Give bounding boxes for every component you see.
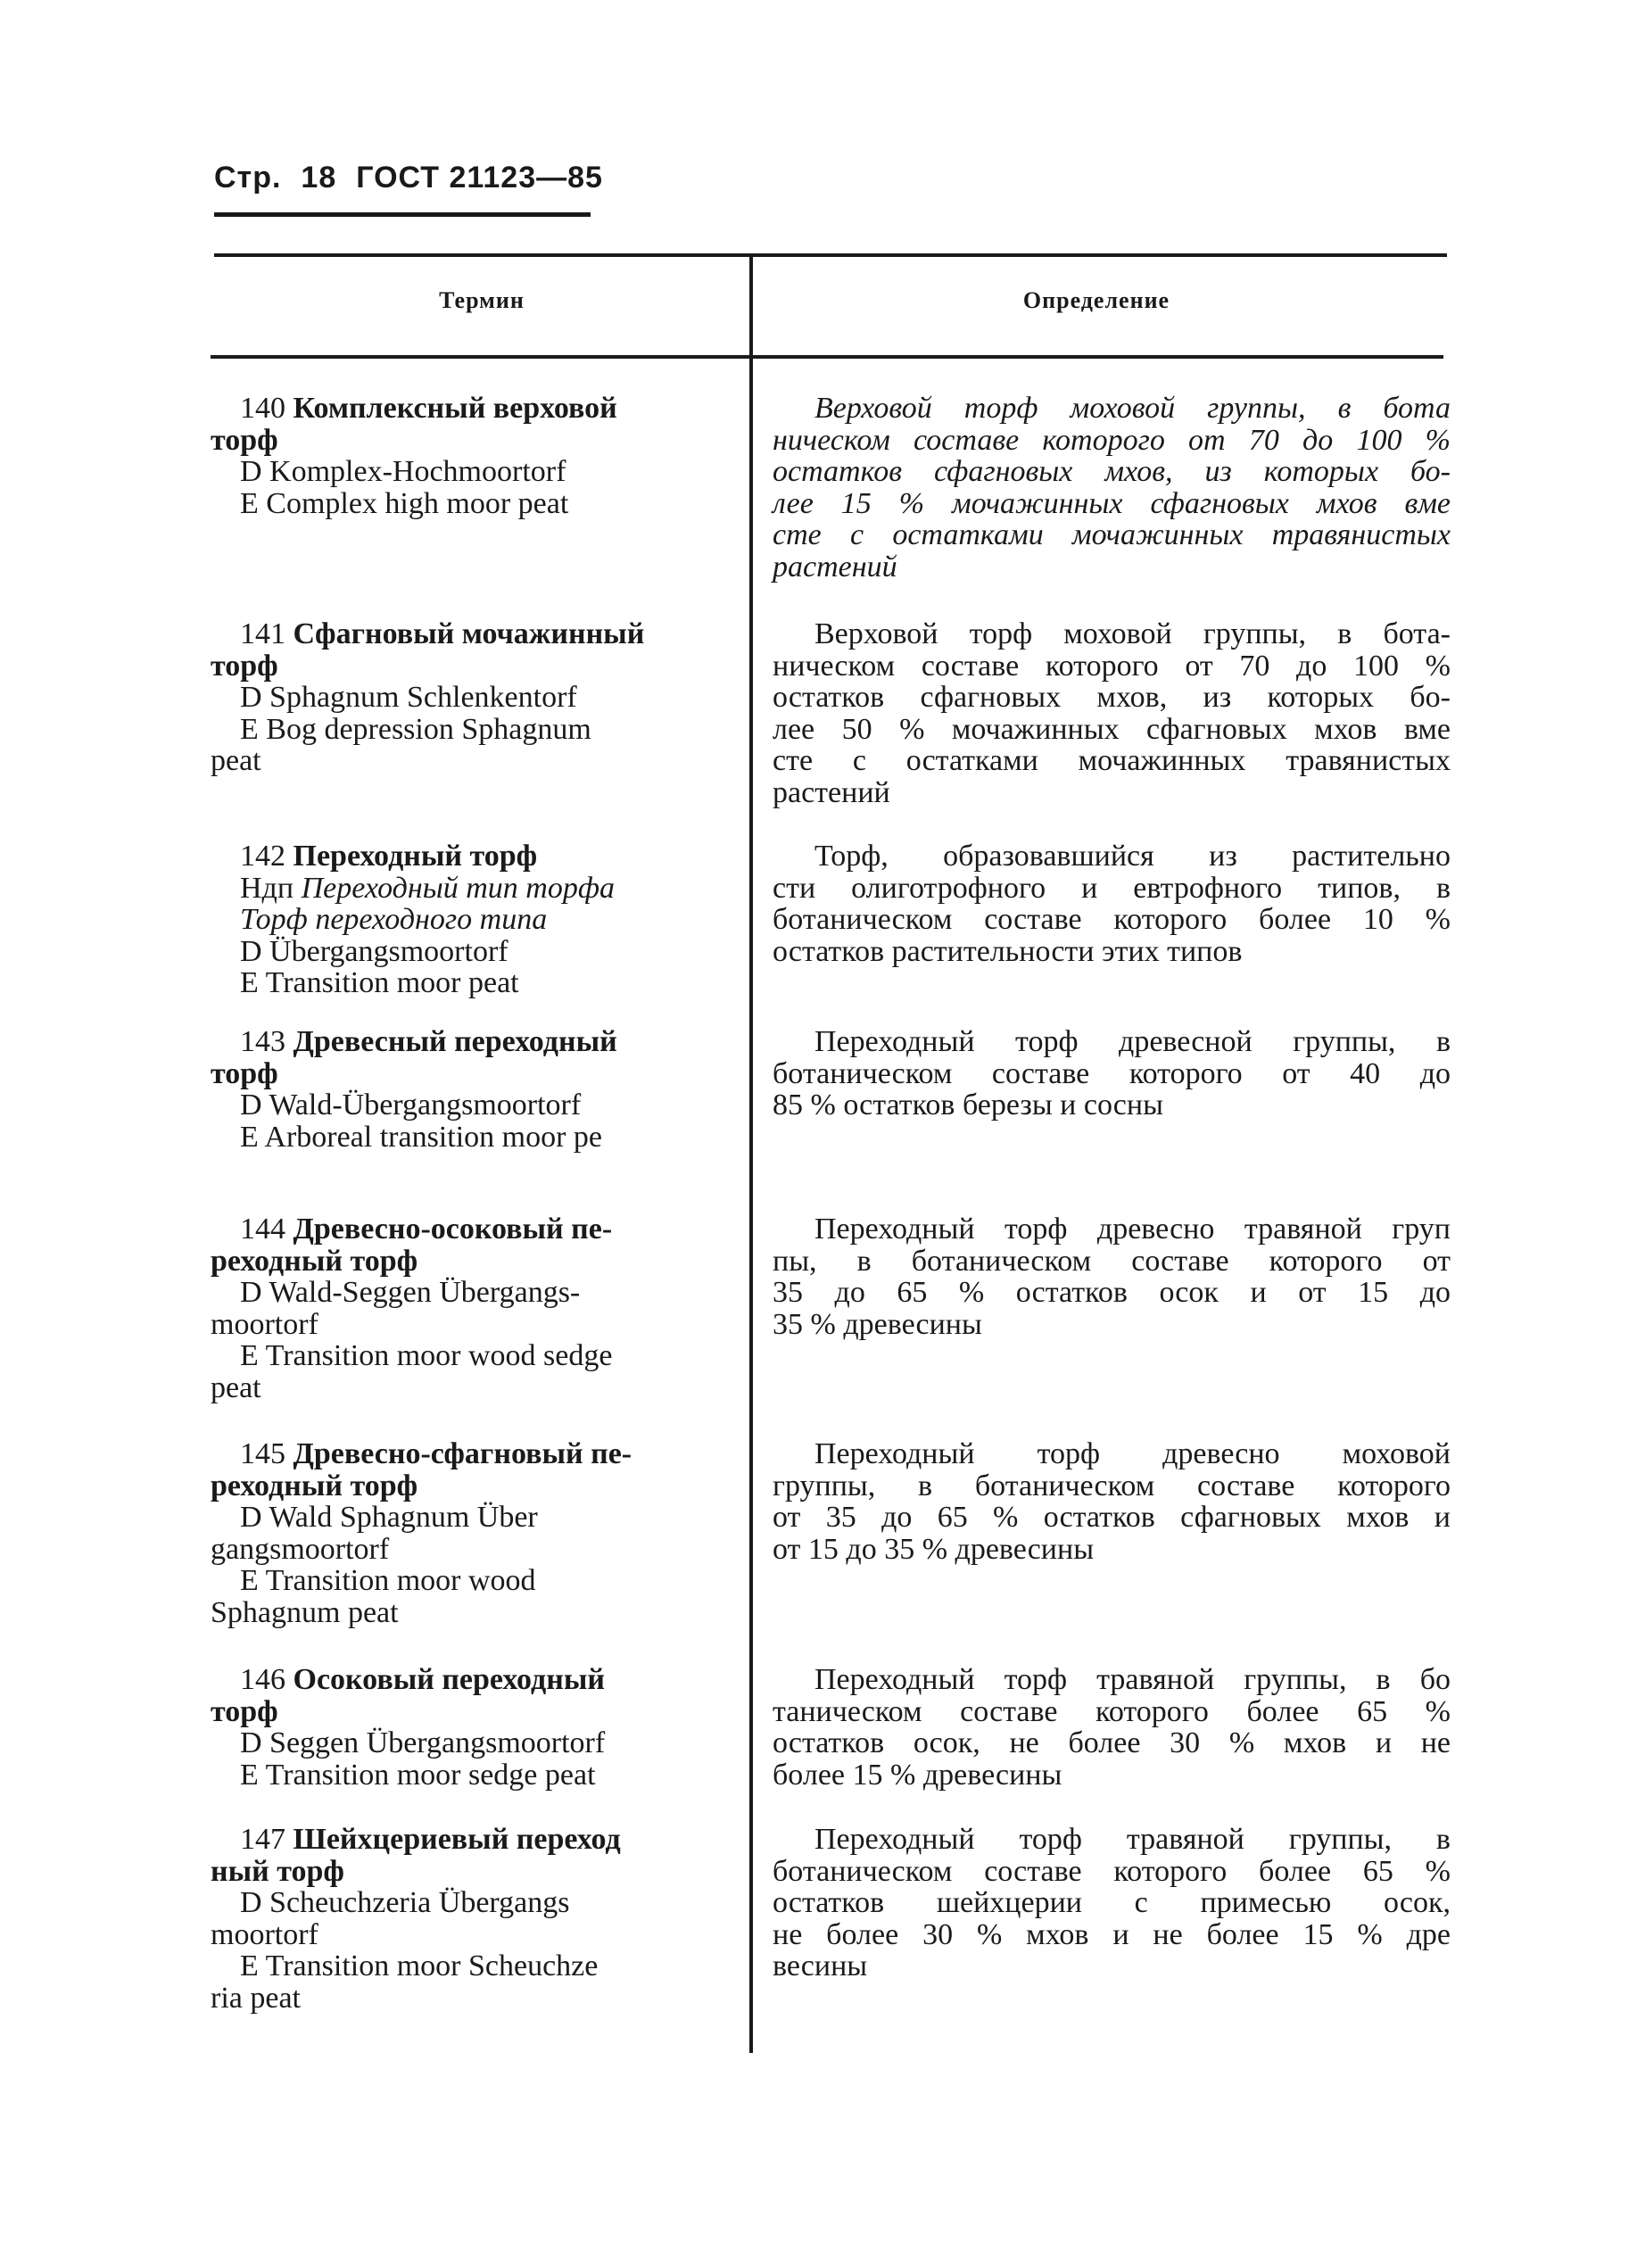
deprecated-marker: Ндп — [240, 871, 294, 905]
definition-line: более 15 % древесины — [773, 1758, 1062, 1792]
term-line — [211, 1534, 737, 1566]
page-label: Стр. — [214, 161, 282, 195]
table-header-rule — [211, 355, 1443, 359]
term-russian: торф — [211, 423, 278, 457]
term-russian: Осоковый переходный — [293, 1663, 605, 1696]
term-line — [211, 1824, 737, 1856]
term-line — [211, 488, 737, 520]
term-foreign-equivalent: ria peat — [211, 1981, 301, 2015]
term-foreign-equivalent: E Transition moor wood sedge — [240, 1339, 613, 1372]
deprecated-term: Переходный тип торфа — [301, 871, 615, 905]
term-russian: торф — [211, 1694, 278, 1728]
term-line — [211, 1502, 737, 1534]
term-russian: торф — [211, 1056, 278, 1090]
term-foreign-equivalent: D Scheuchzeria Übergangs — [240, 1886, 570, 1919]
term-line — [211, 1277, 737, 1309]
term-line — [211, 1664, 737, 1696]
term-number: 145 — [240, 1437, 285, 1470]
definition-line: 35 % древесины — [773, 1307, 982, 1341]
term-line — [211, 650, 737, 683]
definition-line: Верховой торф моховой группы, в бота — [814, 392, 1451, 425]
definition-entry — [773, 840, 1451, 967]
definition-line: Переходный торф древесной группы, в — [814, 1025, 1451, 1058]
term-russian: Комплексный верховой — [293, 392, 617, 425]
term-line — [211, 1309, 737, 1341]
column-header-definition: Определение — [1022, 287, 1170, 313]
term-entry — [211, 618, 737, 777]
term-foreign-equivalent: peat — [211, 1370, 261, 1404]
term-foreign-equivalent: D Übergangsmoortorf — [240, 934, 508, 968]
term-number: 146 — [240, 1663, 285, 1696]
term-foreign-equivalent: D Wald-Seggen Übergangs- — [240, 1276, 581, 1309]
definition-line: пы, в ботаническом составе которого от — [773, 1244, 1451, 1278]
term-line — [211, 1122, 737, 1154]
definition-line: от 35 до 65 % остатков сфагновых мхов и — [773, 1501, 1451, 1534]
standard-designation: ГОСТ 21123—85 — [356, 161, 603, 195]
term-foreign-equivalent: E Arboreal transition moor pe — [240, 1120, 603, 1154]
term-foreign-equivalent: D Komplex-Hochmoortorf — [240, 455, 566, 488]
term-russian: Шейхцериевый переход — [293, 1823, 621, 1856]
term-russian: реходный торф — [211, 1244, 418, 1278]
term-number: 140 — [240, 392, 285, 425]
term-line — [211, 1982, 737, 2015]
term-russian: Сфагновый мочажинный — [293, 617, 645, 650]
term-line — [211, 1026, 737, 1058]
definition-line: 85 % остатков березы и сосны — [773, 1088, 1163, 1122]
term-entry — [211, 1438, 737, 1628]
definition-line: группы, в ботаническом составе которого — [773, 1469, 1451, 1502]
term-russian: Переходный торф — [293, 840, 538, 873]
definition-line: Переходный торф древесно моховой — [814, 1437, 1451, 1470]
term-line — [211, 745, 737, 777]
term-foreign-equivalent: E Complex high moor peat — [240, 486, 569, 520]
term-entry — [211, 1664, 737, 1791]
definition-line: таническом составе которого более 65 % — [773, 1694, 1451, 1728]
term-entry — [211, 1026, 737, 1153]
term-foreign-equivalent: E Transition moor Scheuchze — [240, 1949, 599, 1982]
term-line — [211, 1246, 737, 1278]
definition-line: остатков шейхцерии с примесью осок, — [773, 1886, 1451, 1919]
term-line — [211, 1089, 737, 1122]
definition-line: остатков сфагновых мхов, из которых бо- — [773, 455, 1451, 488]
term-foreign-equivalent: D Wald Sphagnum Über — [240, 1501, 538, 1534]
definition-entry — [773, 1824, 1451, 1982]
definition-line: растений — [773, 775, 890, 809]
definition-line: растений — [773, 550, 897, 584]
term-entry — [211, 393, 737, 519]
definition-line: остатков осок, не более 30 % мхов и не — [773, 1726, 1451, 1759]
term-entry — [211, 1213, 737, 1403]
term-foreign-equivalent: moortorf — [211, 1917, 318, 1951]
column-header-term: Термин — [439, 287, 525, 313]
definition-line: ботаническом составе которого от 40 до — [773, 1056, 1451, 1090]
definition-line: Торф, образовавшийся из растительно — [814, 840, 1451, 873]
term-line — [211, 1759, 737, 1792]
term-russian: ный торф — [211, 1854, 344, 1888]
term-line — [211, 393, 737, 425]
definition-entry — [773, 1664, 1451, 1791]
definition-entry — [773, 1026, 1451, 1122]
term-russian: реходный торф — [211, 1469, 418, 1502]
page-header — [214, 161, 603, 195]
term-foreign-equivalent: E Transition moor sedge peat — [240, 1758, 596, 1792]
definition-entry — [773, 1438, 1451, 1565]
term-foreign-equivalent: moortorf — [211, 1307, 318, 1341]
definition-line: ботаническом составе которого более 10 % — [773, 903, 1451, 936]
term-number: 147 — [240, 1823, 285, 1856]
term-number: 141 — [240, 617, 285, 650]
definition-line: ническом составе которого от 70 до 100 % — [773, 649, 1451, 683]
term-line — [211, 1597, 737, 1629]
term-foreign-equivalent: E Transition moor wood — [240, 1564, 536, 1597]
table-top-rule — [214, 253, 1447, 257]
definition-line: остатков растительности этих типов — [773, 934, 1243, 968]
term-foreign-equivalent: E Bog depression Sphagnum — [240, 712, 591, 746]
term-line — [211, 1213, 737, 1246]
term-line — [211, 1372, 737, 1404]
definition-line: от 15 до 35 % древесины — [773, 1532, 1095, 1566]
term-line — [211, 1856, 737, 1888]
term-line — [211, 714, 737, 746]
term-line — [211, 425, 737, 457]
definition-line: Переходный торф травяной группы, в бо — [814, 1663, 1451, 1696]
definition-line: лее 50 % мочажинных сфагновых мхов вме — [773, 712, 1451, 746]
term-number: 143 — [240, 1025, 285, 1058]
term-line — [211, 840, 737, 873]
term-number: 144 — [240, 1213, 285, 1246]
definition-line: сте с остатками мочажинных травянистых — [773, 744, 1451, 777]
definition-entry — [773, 393, 1451, 583]
term-foreign-equivalent: D Seggen Übergangsmoortorf — [240, 1726, 606, 1759]
term-line — [211, 1470, 737, 1502]
definition-line: ническом составе которого от 70 до 100 % — [773, 423, 1451, 457]
definition-entry — [773, 618, 1451, 808]
deprecated-term: Торф переходного типа — [240, 903, 548, 936]
term-russian: торф — [211, 649, 278, 683]
term-entry — [211, 1824, 737, 2014]
definition-line: Переходный торф травяной группы, в — [814, 1823, 1451, 1856]
term-line — [211, 1887, 737, 1919]
definition-line: весины — [773, 1949, 868, 1982]
definition-line: Верховой торф моховой группы, в бота- — [814, 617, 1451, 650]
term-foreign-equivalent: E Transition moor peat — [240, 966, 519, 999]
term-line — [211, 1919, 737, 1951]
term-russian: Древесно-сфагновый пе- — [293, 1437, 632, 1470]
term-line — [211, 1058, 737, 1090]
definition-line: остатков сфагновых мхов, из которых бо- — [773, 681, 1451, 714]
term-foreign-equivalent: Sphagnum peat — [211, 1595, 399, 1629]
term-russian: Древесно-осоковый пе- — [293, 1213, 613, 1246]
term-line — [211, 1565, 737, 1597]
definition-line: лее 15 % мочажинных сфагновых мхов вме — [773, 486, 1451, 520]
term-line — [211, 1727, 737, 1759]
term-line — [211, 904, 737, 936]
term-foreign-equivalent: peat — [211, 744, 261, 777]
term-foreign-equivalent: D Wald-Übergangsmoortorf — [240, 1088, 582, 1122]
term-line — [211, 1950, 737, 1982]
term-line — [211, 682, 737, 714]
definition-line: не более 30 % мхов и не более 15 % дре — [773, 1917, 1451, 1951]
term-foreign-equivalent: gangsmoortorf — [211, 1532, 390, 1566]
definition-line: ботаническом составе которого более 65 % — [773, 1854, 1451, 1888]
column-divider — [749, 255, 753, 2053]
definition-line: сти олиготрофного и евтрофного типов, в — [773, 871, 1451, 905]
definition-line: Переходный торф древесно травяной груп — [814, 1213, 1451, 1246]
definition-entry — [773, 1213, 1451, 1340]
definition-line: сте с остатками мочажинных травянистых — [773, 518, 1451, 551]
header-underline — [214, 212, 591, 217]
term-line — [211, 936, 737, 968]
page-number: 18 — [301, 161, 337, 195]
term-line — [211, 1438, 737, 1470]
term-line — [211, 873, 737, 905]
term-foreign-equivalent: D Sphagnum Schlenkentorf — [240, 681, 577, 714]
term-russian: Древесный переходный — [293, 1025, 617, 1058]
term-line — [211, 456, 737, 488]
term-number: 142 — [240, 840, 285, 873]
term-line — [211, 1696, 737, 1728]
term-entry — [211, 840, 737, 999]
term-line — [211, 967, 737, 999]
term-line — [211, 618, 737, 650]
term-line — [211, 1340, 737, 1372]
definition-line: 35 до 65 % остатков осок и от 15 до — [773, 1276, 1451, 1309]
